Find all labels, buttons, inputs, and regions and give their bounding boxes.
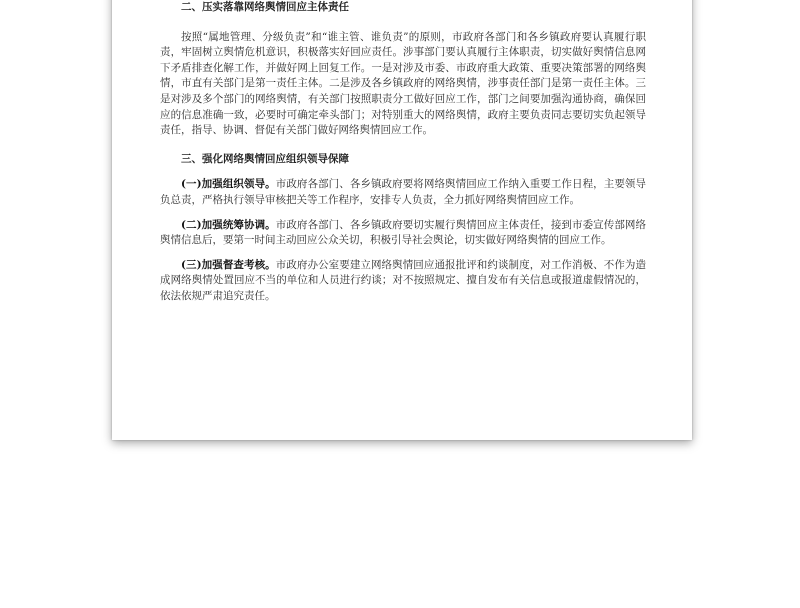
item-lead: (二)加强统筹协调。 — [181, 218, 276, 231]
item-text: 市政府办公室要建立网络舆情回应通报批评和约谈制度，对工作消极、不作为造成网络舆情处置回应不当的单位和人员进行约谈；对不按照规定、擅自发布有关信息或报道虚假情况的，依法依规严肃追究责任。 — [160, 258, 647, 302]
item-lead: (三)加强督查考核。 — [181, 258, 276, 271]
section-heading-2: 二、压实落靠网络舆情回应主体责任 — [181, 1, 349, 13]
document-page — [112, 0, 692, 440]
item-text: 市政府各部门、各乡镇政府要将网络舆情回应工作纳入重要工作日程，主要领导负总责，严格执行领导审核把关等工作程序，安排专人负责，全力抓好网络舆情回应工作。 — [160, 178, 647, 206]
item-coordination — [160, 218, 646, 249]
item-lead: (一)加强组织领导。 — [181, 178, 276, 191]
section-2-paragraph: 按照“属地管理、分级负责”和“谁主管、谁负责”的原则，市政府各部门和各乡镇政府要认真履行职责，牢固树立舆情危机意识，积极落实好回应责任。涉事部门要认真履行主体职责，切实做好舆情信息网下矛盾排查化解工作，并做好网上回复工作。一是对涉及市委、市政府重大政策、重要决策部署的网络舆情，市直有关部门是第一责任主体。二是涉及各乡镇政府的网络舆情，涉事责任部门是第一责任主体。三是对涉及多个部门的网络舆情，有关部门按照职责分工做好回应工作，部门之间要加强沟通协商，确保回应的信息准确一致，必要时可确定牵头部门；对特别重大的网络舆情，政府主要负责同志要切实负起领导责任，指导、协调、督促有关部门做好网络舆情回应工作。 — [160, 30, 646, 137]
document-body — [160, 0, 646, 305]
item-organization-leadership — [160, 177, 646, 208]
section-heading-3: 三、强化网络舆情回应组织领导保障 — [181, 152, 349, 165]
item-text: 市政府各部门、各乡镇政府要切实履行舆情回应主体责任，接到市委宣传部网络舆情信息后，要第一时间主动回应公众关切，积极引导社会舆论，切实做好网络舆情的回应工作。 — [160, 218, 647, 247]
item-supervision — [160, 258, 646, 305]
